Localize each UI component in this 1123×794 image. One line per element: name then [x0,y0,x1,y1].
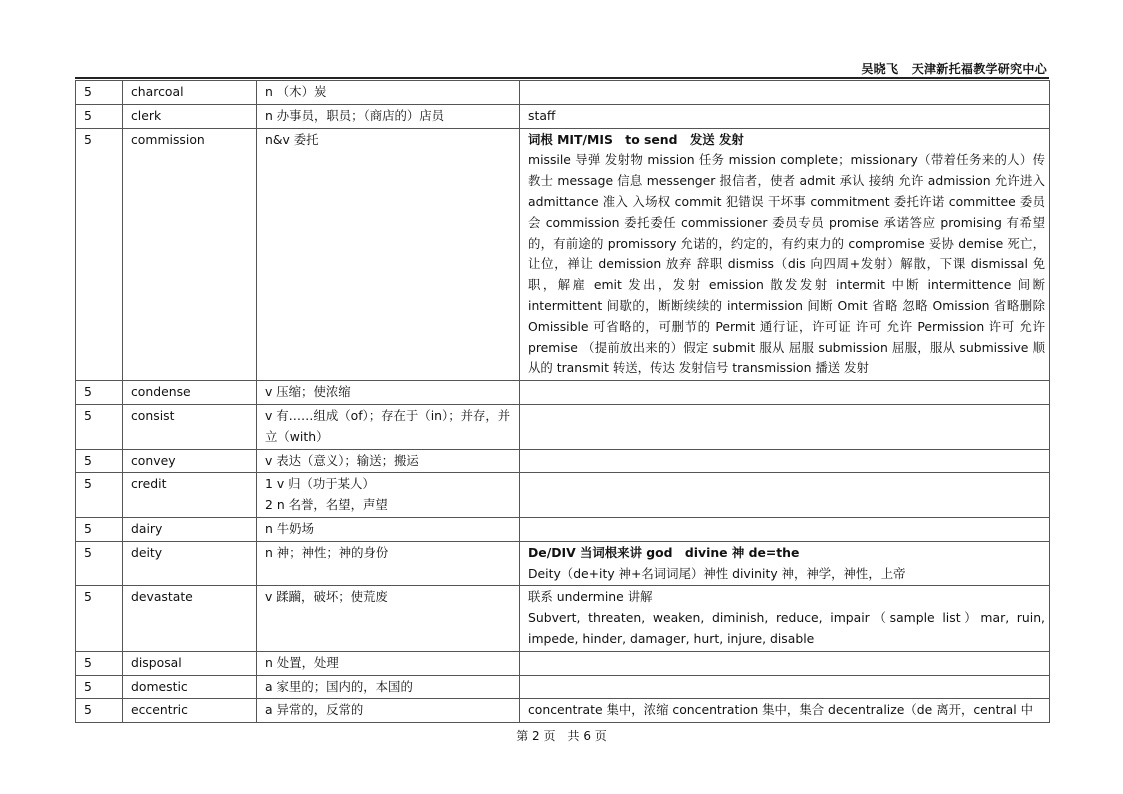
definition-line: v 有……组成（of）；存在于（in）；并存，并立（with） [265,407,511,444]
note-line: Deity（de+ity 神+名词词尾）神性 divinity 神，神学，神性，上帝 [528,565,906,581]
definition-line: a 家里的；国内的，本国的 [265,678,413,694]
level-cell: 5 [76,404,123,449]
definition-cell [257,381,520,405]
definition-line: n&v 委托 [265,131,319,147]
note-title: De/DIV 当词根来讲 god divine 神 de=the [528,544,800,560]
definition-cell [257,541,520,586]
level-cell: 5 [76,675,123,699]
level-cell: 5 [76,541,123,586]
note-cell [520,517,1050,541]
table-row [76,449,1050,473]
definition-cell [257,473,520,518]
table-row [76,586,1050,651]
definition-line: n 处置，处理 [265,654,339,670]
word-cell: dairy [123,517,257,541]
note-cell [520,404,1050,449]
definition-cell [257,675,520,699]
word-cell: charcoal [123,81,257,105]
definition-line: n 神；神性；神的身份 [265,544,389,560]
note-line: 联系 undermine 讲解 [528,589,653,605]
word-cell: disposal [123,651,257,675]
table-row [76,473,1050,518]
note-cell [520,699,1050,723]
note-cell [520,586,1050,651]
table-row [76,404,1050,449]
vocabulary-table [75,80,1050,723]
table-row [76,381,1050,405]
note-cell [520,675,1050,699]
note-line: concentrate 集中，浓缩 concentration 集中，集合 decentralize（de 离开，central 中 [528,702,1033,718]
table-row [76,517,1050,541]
note-line: Subvert, threaten, weaken, diminish, reduce, impair（sample list）mar, ruin, impede, hinder, damager, hurt, injure, disable [528,610,1045,646]
note-cell [520,473,1050,518]
table-row [76,675,1050,699]
definition-line: n 牛奶场 [265,520,314,536]
definition-line: n （木）炭 [265,84,327,99]
definition-cell [257,586,520,651]
table-row [76,128,1050,381]
word-cell: deity [123,541,257,586]
definition-line: v 蹂躏，破坏；使荒废 [265,589,388,605]
page-footer: 第 2 页 共 6 页 [516,729,607,743]
definition-cell [257,517,520,541]
header-author: 吴晓飞 [861,62,899,76]
level-cell: 5 [76,381,123,405]
word-cell: convey [123,449,257,473]
level-cell: 5 [76,81,123,105]
note-cell [520,128,1050,381]
level-cell: 5 [76,128,123,381]
level-cell: 5 [76,449,123,473]
note-cell [520,104,1050,128]
definition-line: 1 v 归（功于某人） [265,476,375,492]
level-cell: 5 [76,104,123,128]
definition-cell [257,128,520,381]
definition-line: v 压缩；使浓缩 [265,384,351,400]
vocabulary-table-body [76,81,1050,723]
table-row [76,81,1050,105]
note-cell [520,381,1050,405]
table-row [76,104,1050,128]
note-title: 词根 MIT/MIS to send 发送 发射 [528,131,744,147]
level-cell: 5 [76,651,123,675]
definition-line: 2 n 名誉，名望，声望 [265,497,388,513]
word-cell: eccentric [123,699,257,723]
definition-line: n 办事员，职员；（商店的）店员 [265,107,445,123]
definition-cell [257,699,520,723]
table-row [76,699,1050,723]
definition-cell [257,449,520,473]
word-cell: condense [123,381,257,405]
note-text: missile 导弹 发射物 mission 任务 mission complete；missionary（带着任务来的人）传教士 message 信息 messenger 报信者，使者 admit 承认 接纳 允许 admission 允许进入 admittance 准入 入场权 commit 犯错误 干坏事 commitment 委托许诺 committee 委员会 commission 委托委任 commissioner 委员专员 promise 承诺答应 promising 有希望的，有前途的 promissory 允诺的，约定的，有约束力的 compromise 妥协 demise 死亡，让位，禅让 demission 放弃 辞职 dismiss（dis 向四周+发射）解散，下课 dismissal 免职，解雇 emit 发出，发射 emission 散发发射 intermit 中断 intermittence 间断 intermittent 间歇的，断断续续的 intermission 间断 Omit 省略 忽略 Omission 省略删除 Omissible 可省略的，可删节的 Permit 通行证，许可证 许可 允许 Permission 许可 允许 premise （提前放出来的）假定 submit 服从 屈服 submission 屈服，服从 submissive 顺从的 transmit 转送，传达 发射信号 transmission 播送 发射 [528,152,1045,376]
table-row [76,541,1050,586]
word-cell: domestic [123,675,257,699]
note-cell [520,651,1050,675]
note-cell [520,81,1050,105]
note-line: staff [528,107,556,123]
definition-cell [257,651,520,675]
header-rule [75,77,1049,79]
definition-line: v 表达（意义）；输送；搬运 [265,452,419,468]
level-cell: 5 [76,517,123,541]
definition-cell [257,81,520,105]
definition-line: a 异常的，反常的 [265,702,364,718]
word-cell: devastate [123,586,257,651]
word-cell: consist [123,404,257,449]
page-header [861,60,1047,77]
table-row [76,651,1050,675]
word-cell: commission [123,128,257,381]
level-cell: 5 [76,473,123,518]
level-cell: 5 [76,699,123,723]
word-cell: credit [123,473,257,518]
header-org: 天津新托福教学研究中心 [911,62,1047,76]
word-cell: clerk [123,104,257,128]
level-cell: 5 [76,586,123,651]
note-cell [520,449,1050,473]
definition-cell [257,404,520,449]
note-cell [520,541,1050,586]
definition-cell [257,104,520,128]
